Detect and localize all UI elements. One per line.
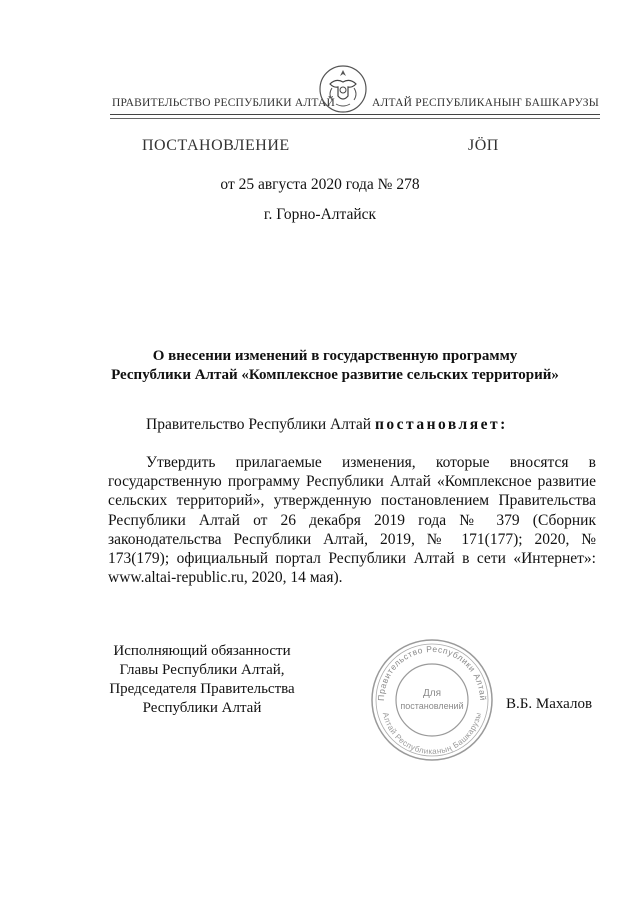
signature-line-3: Председателя Правительства [109, 681, 295, 697]
official-stamp [370, 638, 494, 762]
date-line: от 25 августа 2020 года № 278 [220, 176, 420, 193]
stamp-center-top: Для [422, 688, 442, 699]
header-rule-bottom [110, 118, 600, 119]
altai-coat-of-arms-icon [318, 62, 368, 116]
government-name: Правительство Республики Алтай [146, 416, 372, 433]
signature-line-2: Главы Республики Алтай, [119, 662, 285, 678]
header-right-title: АЛТАЙ РЕСПУБЛИКАНЫҤ БАШКАРУЗЫ [372, 97, 599, 109]
signature-title [108, 642, 296, 718]
stamp-ring-text-bottom: Алтай Республиканың Башкарузы [380, 711, 484, 757]
signatory-name: В.Б. Махалов [506, 696, 593, 712]
svg-text:Алтай Республиканың Башкарузы [381, 711, 483, 756]
body-paragraph: Утвердить прилагаемые изменения, которые вносятся в государственную программу Республики Алтай «Комплексное развитие сельских территорий», утвержденную постановлением Правительства Республики Алтай от 26 декабря 2019 года № 379 (Сборник законодательства Республики Алтай, 2019, № 171(177); 2020, № 173(179); официальный портал Республики Алтай в сети «Интернет»: www.altai-republic.ru, 2020, 14 мая). [108, 454, 596, 587]
signature-line-4: Республики Алтай [142, 700, 262, 716]
header-left-title: ПРАВИТЕЛЬСТВО РЕСПУБЛИКИ АЛТАЙ [112, 97, 336, 109]
resolves-word: постановляет: [374, 416, 508, 433]
document-title [100, 347, 570, 385]
doc-type-alt: JÖП [468, 137, 499, 154]
signature-line-1: Исполняющий обязанности [113, 643, 291, 659]
title-line-2: Республики Алтай «Комплексное развитие сельских территорий» [111, 367, 559, 383]
stamp-ring-text: Правительство Республики Алтай [375, 643, 489, 702]
government-intro [146, 416, 508, 434]
title-line-1: О внесении изменений в государственную программу [152, 348, 518, 364]
doc-type-ru: ПОСТАНОВЛЕНИЕ [142, 137, 290, 154]
stamp-center-bottom: постановлений [400, 701, 464, 711]
city: г. Горно-Алтайск [263, 206, 377, 223]
header-rule-top [110, 114, 600, 115]
